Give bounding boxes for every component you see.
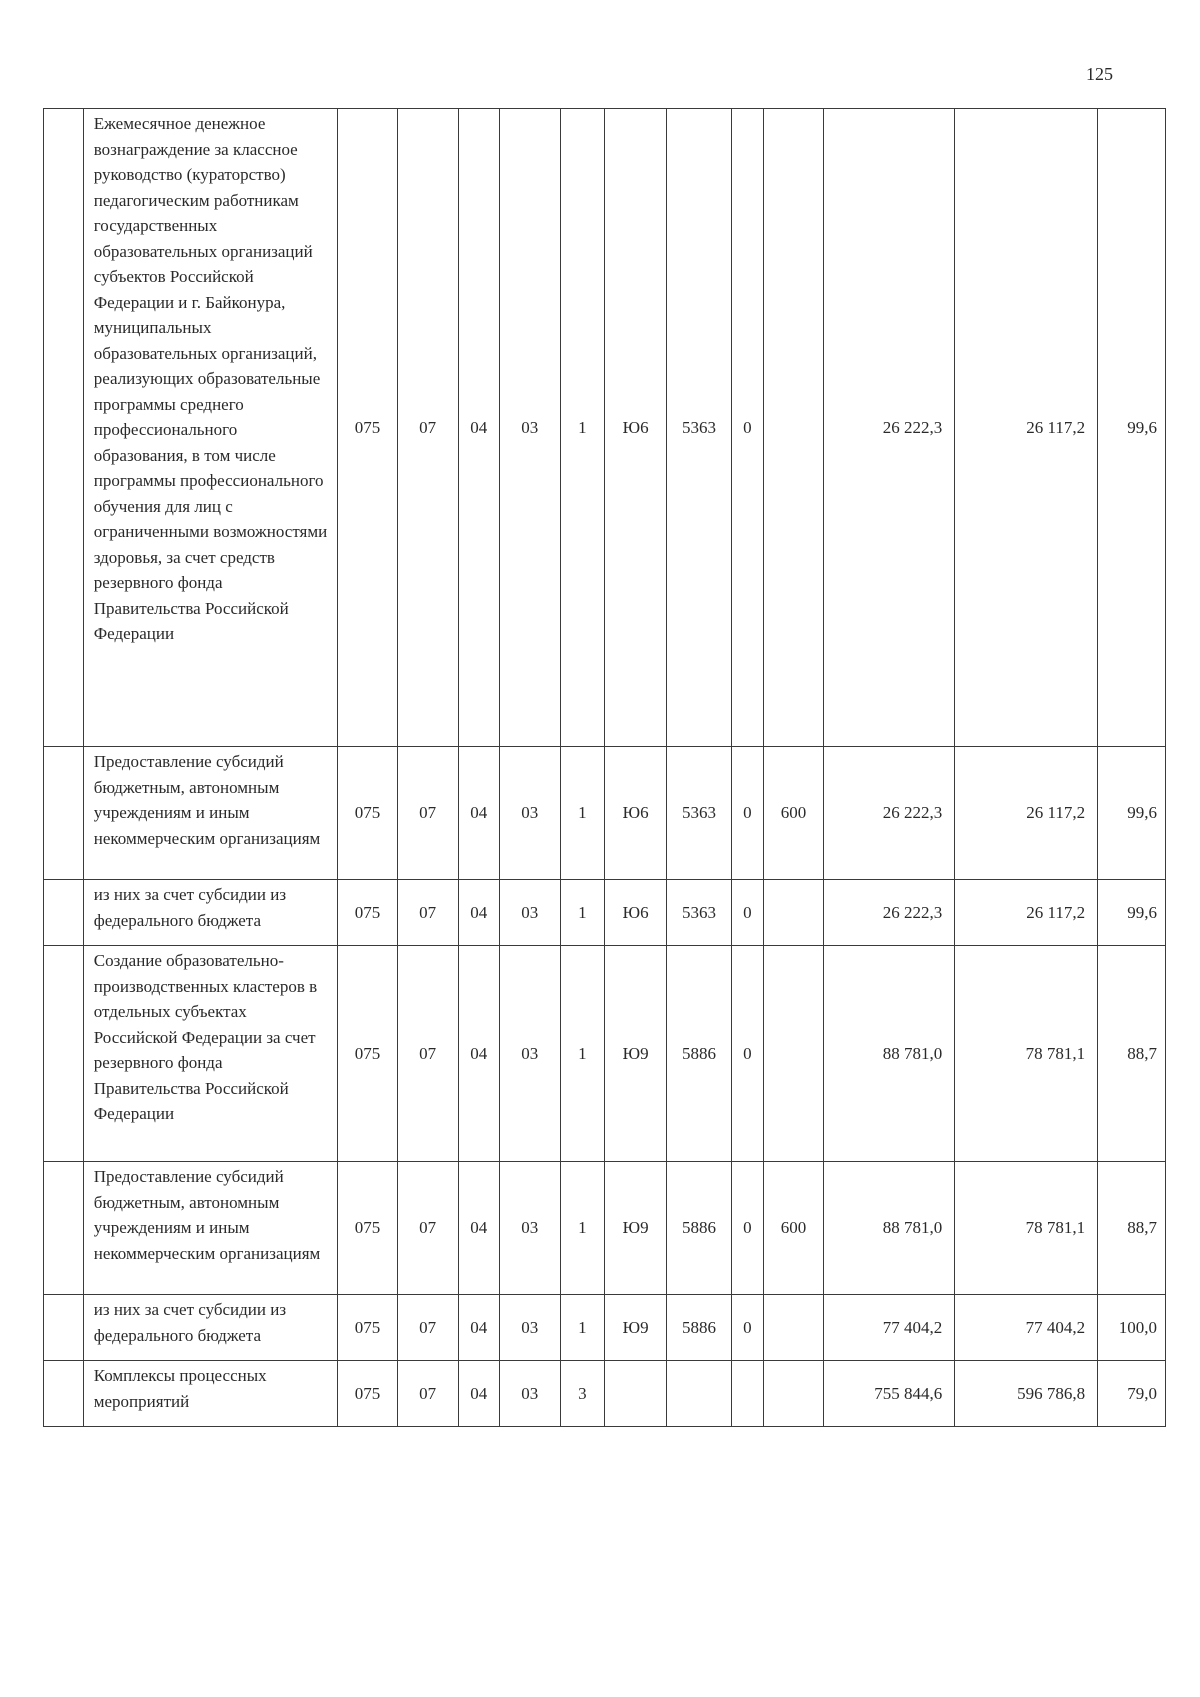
table-row xyxy=(44,747,1166,880)
row-number-cell xyxy=(44,109,84,747)
section-code: 07 xyxy=(397,109,458,747)
expense-type-code: 600 xyxy=(763,1162,823,1295)
direction-code: 5886 xyxy=(667,1162,731,1295)
plan-amount: 755 844,6 xyxy=(824,1361,955,1427)
row-name: из них за счет субсидии из федерального бюджета xyxy=(83,880,338,946)
sub-code: 0 xyxy=(731,747,763,880)
execution-percent: 99,6 xyxy=(1098,747,1166,880)
type-code: 1 xyxy=(560,1295,604,1361)
subsection-code: 04 xyxy=(458,747,499,880)
project-code: Ю9 xyxy=(604,1162,666,1295)
page-number: 125 xyxy=(1086,64,1113,84)
direction-code: 5363 xyxy=(667,109,731,747)
expense-type-code xyxy=(763,1295,823,1361)
type-code: 1 xyxy=(560,109,604,747)
project-code: Ю6 xyxy=(604,109,666,747)
sub-code: 0 xyxy=(731,946,763,1162)
project-code xyxy=(604,1361,666,1427)
direction-code: 5886 xyxy=(667,1295,731,1361)
execution-percent: 79,0 xyxy=(1098,1361,1166,1427)
ministry-code: 075 xyxy=(338,880,397,946)
ministry-code: 075 xyxy=(338,109,397,747)
direction-code: 5363 xyxy=(667,747,731,880)
table-row xyxy=(44,880,1166,946)
table-row xyxy=(44,1162,1166,1295)
project-code: Ю6 xyxy=(604,880,666,946)
table-row xyxy=(44,946,1166,1162)
program-code: 03 xyxy=(499,109,560,747)
type-code: 1 xyxy=(560,747,604,880)
expense-type-code xyxy=(763,880,823,946)
table-row xyxy=(44,1361,1166,1427)
direction-code: 5363 xyxy=(667,880,731,946)
program-code: 03 xyxy=(499,880,560,946)
row-number-cell xyxy=(44,880,84,946)
type-code: 1 xyxy=(560,946,604,1162)
subsection-code: 04 xyxy=(458,1361,499,1427)
sub-code xyxy=(731,1361,763,1427)
execution-percent: 88,7 xyxy=(1098,946,1166,1162)
execution-percent: 88,7 xyxy=(1098,1162,1166,1295)
plan-amount: 77 404,2 xyxy=(824,1295,955,1361)
fact-amount: 78 781,1 xyxy=(955,946,1098,1162)
program-code: 03 xyxy=(499,1162,560,1295)
project-code: Ю9 xyxy=(604,946,666,1162)
sub-code: 0 xyxy=(731,109,763,747)
plan-amount: 26 222,3 xyxy=(824,109,955,747)
row-name: из них за счет субсидии из федерального бюджета xyxy=(83,1295,338,1361)
program-code: 03 xyxy=(499,946,560,1162)
ministry-code: 075 xyxy=(338,1295,397,1361)
sub-code: 0 xyxy=(731,1295,763,1361)
program-code: 03 xyxy=(499,747,560,880)
program-code: 03 xyxy=(499,1361,560,1427)
fact-amount: 596 786,8 xyxy=(955,1361,1098,1427)
table-row xyxy=(44,1295,1166,1361)
execution-percent: 99,6 xyxy=(1098,109,1166,747)
section-code: 07 xyxy=(397,1162,458,1295)
plan-amount: 88 781,0 xyxy=(824,1162,955,1295)
direction-code: 5886 xyxy=(667,946,731,1162)
fact-amount: 26 117,2 xyxy=(955,880,1098,946)
fact-amount: 77 404,2 xyxy=(955,1295,1098,1361)
sub-code: 0 xyxy=(731,880,763,946)
expense-type-code: 600 xyxy=(763,747,823,880)
section-code: 07 xyxy=(397,946,458,1162)
expense-type-code xyxy=(763,109,823,747)
row-name: Предоставление субсидий бюджетным, автономным учреждениям и иным некоммерческим организациям xyxy=(83,747,338,880)
row-name: Предоставление субсидий бюджетным, автономным учреждениям и иным некоммерческим организациям xyxy=(83,1162,338,1295)
fact-amount: 78 781,1 xyxy=(955,1162,1098,1295)
expense-type-code xyxy=(763,1361,823,1427)
direction-code xyxy=(667,1361,731,1427)
row-number-cell xyxy=(44,1295,84,1361)
type-code: 1 xyxy=(560,880,604,946)
sub-code: 0 xyxy=(731,1162,763,1295)
section-code: 07 xyxy=(397,1295,458,1361)
row-name: Комплексы процессных мероприятий xyxy=(83,1361,338,1427)
ministry-code: 075 xyxy=(338,1162,397,1295)
section-code: 07 xyxy=(397,1361,458,1427)
execution-percent: 99,6 xyxy=(1098,880,1166,946)
program-code: 03 xyxy=(499,1295,560,1361)
fact-amount: 26 117,2 xyxy=(955,747,1098,880)
type-code: 1 xyxy=(560,1162,604,1295)
subsection-code: 04 xyxy=(458,880,499,946)
subsection-code: 04 xyxy=(458,1295,499,1361)
plan-amount: 88 781,0 xyxy=(824,946,955,1162)
row-number-cell xyxy=(44,1361,84,1427)
plan-amount: 26 222,3 xyxy=(824,747,955,880)
ministry-code: 075 xyxy=(338,747,397,880)
subsection-code: 04 xyxy=(458,109,499,747)
expense-type-code xyxy=(763,946,823,1162)
row-number-cell xyxy=(44,1162,84,1295)
plan-amount: 26 222,3 xyxy=(824,880,955,946)
row-name: Создание образовательно-производственных кластеров в отдельных субъектах Российской Федерации за счет резервного фонда Правительства Российской Федерации xyxy=(83,946,338,1162)
subsection-code: 04 xyxy=(458,946,499,1162)
ministry-code: 075 xyxy=(338,1361,397,1427)
subsection-code: 04 xyxy=(458,1162,499,1295)
project-code: Ю9 xyxy=(604,1295,666,1361)
section-code: 07 xyxy=(397,880,458,946)
ministry-code: 075 xyxy=(338,946,397,1162)
table-row xyxy=(44,109,1166,747)
row-number-cell xyxy=(44,747,84,880)
budget-execution-table xyxy=(43,108,1166,1427)
row-name: Ежемесячное денежное вознаграждение за классное руководство (кураторство) педагогическим работникам государственных образовательных организаций субъектов Российской Федерации и г. Байконура, муниципальных образовательных организаций, реализующих образовательные программы среднего профессионального образования, в том числе программы профессионального обучения для лиц с ограниченными возможностями здоровья, за счет средств резервного фонда Правительства Российской Федерации xyxy=(83,109,338,747)
row-number-cell xyxy=(44,946,84,1162)
section-code: 07 xyxy=(397,747,458,880)
type-code: 3 xyxy=(560,1361,604,1427)
project-code: Ю6 xyxy=(604,747,666,880)
fact-amount: 26 117,2 xyxy=(955,109,1098,747)
execution-percent: 100,0 xyxy=(1098,1295,1166,1361)
